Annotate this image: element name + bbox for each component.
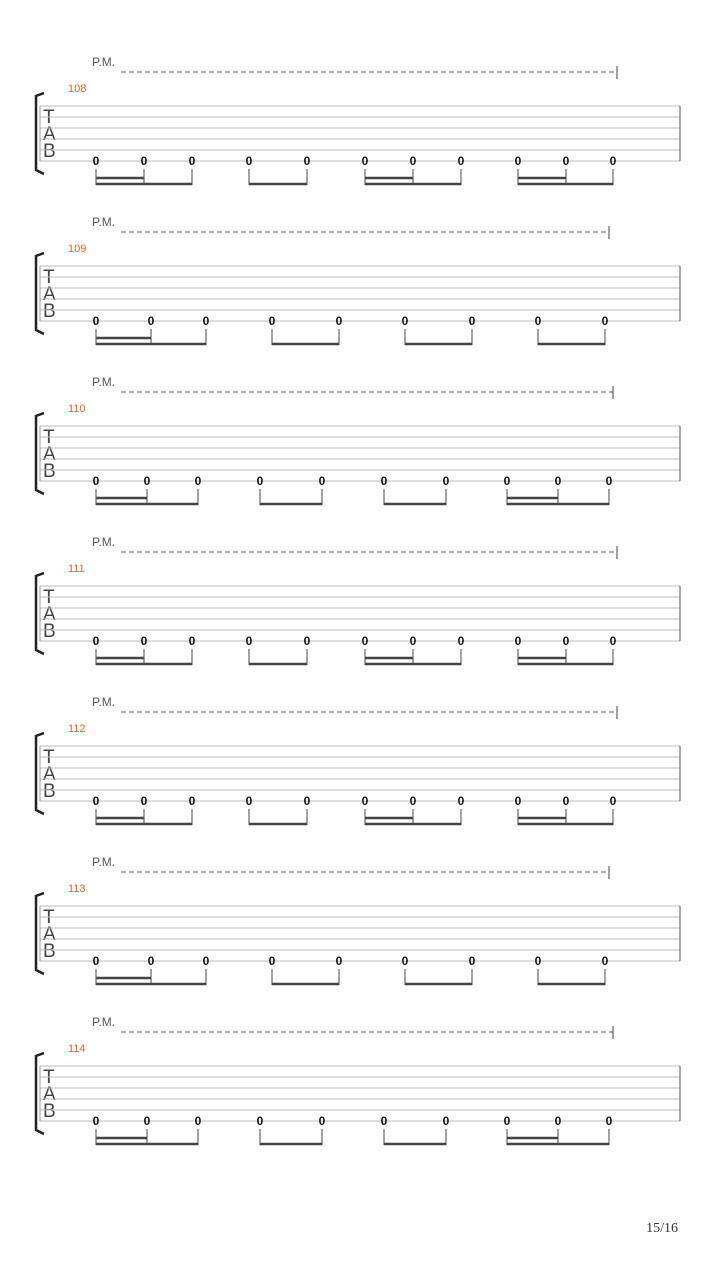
fret-number: 0 [143,474,151,488]
fret-number: 0 [401,314,409,328]
measure-number: 114 [68,1043,86,1055]
palm-mute-label: P.M. [92,55,116,69]
fret-number: 0 [503,474,511,488]
fret-number: 0 [268,954,276,968]
fret-number: 0 [605,474,613,488]
tab-clef-letter: T [43,427,55,448]
fret-number: 0 [268,314,276,328]
tab-clef-letter: T [43,107,55,128]
palm-mute-label: P.M. [92,375,116,389]
fret-number: 0 [256,474,264,488]
fret-number: 0 [468,314,476,328]
fret-number: 0 [534,314,542,328]
page-number: 15/16 [646,1221,678,1236]
palm-mute-label: P.M. [92,1015,116,1029]
fret-number: 0 [303,154,311,168]
fret-number: 0 [92,954,100,968]
fret-number: 0 [562,154,570,168]
tab-clef-letter: T [43,747,55,768]
fret-number: 0 [194,474,202,488]
fret-number: 0 [202,954,210,968]
tab-clef-letter: B [43,301,56,322]
palm-mute-label: P.M. [92,535,116,549]
tab-clef-letter: A [43,924,56,945]
tab-clef-letter: T [43,907,55,928]
fret-number: 0 [140,794,148,808]
fret-number: 0 [92,1114,100,1128]
fret-number: 0 [562,794,570,808]
fret-number: 0 [503,1114,511,1128]
fret-number: 0 [256,1114,264,1128]
fret-number: 0 [303,794,311,808]
tab-clef-letter: B [43,461,56,482]
fret-number: 0 [188,634,196,648]
fret-number: 0 [140,154,148,168]
fret-number: 0 [245,154,253,168]
tab-clef-letter: A [43,764,56,785]
fret-number: 0 [468,954,476,968]
tab-clef-letter: B [43,141,56,162]
fret-number: 0 [92,794,100,808]
fret-number: 0 [194,1114,202,1128]
palm-mute-label: P.M. [92,855,116,869]
fret-number: 0 [514,794,522,808]
measure-number: 109 [68,243,87,255]
fret-number: 0 [318,1114,326,1128]
tab-clef-letter: A [43,604,56,625]
fret-number: 0 [409,794,417,808]
fret-number: 0 [534,954,542,968]
fret-number: 0 [609,634,617,648]
fret-number: 0 [335,954,343,968]
tab-clef-letter: B [43,621,56,642]
tab-clef-letter: B [43,1101,56,1122]
tab-clef-letter: B [43,941,56,962]
tab-clef-letter: A [43,124,56,145]
fret-number: 0 [409,634,417,648]
measure-number: 108 [68,83,87,95]
tab-clef-letter: A [43,284,56,305]
fret-number: 0 [562,634,570,648]
fret-number: 0 [361,154,369,168]
fret-number: 0 [409,154,417,168]
fret-number: 0 [147,954,155,968]
fret-number: 0 [457,794,465,808]
fret-number: 0 [188,794,196,808]
fret-number: 0 [92,154,100,168]
fret-number: 0 [92,634,100,648]
fret-number: 0 [361,794,369,808]
tab-clef-letter: T [43,267,55,288]
fret-number: 0 [92,474,100,488]
palm-mute-label: P.M. [92,695,116,709]
fret-number: 0 [609,154,617,168]
fret-number: 0 [245,634,253,648]
measure-number: 112 [68,723,86,735]
fret-number: 0 [361,634,369,648]
measure-number: 110 [68,403,86,415]
fret-number: 0 [188,154,196,168]
measure-number: 113 [68,883,86,895]
tab-clef-letter: A [43,444,56,465]
fret-number: 0 [318,474,326,488]
tab-clef-letter: T [43,1067,55,1088]
fret-number: 0 [514,634,522,648]
tab-clef-letter: T [43,587,55,608]
fret-number: 0 [605,1114,613,1128]
fret-number: 0 [140,634,148,648]
fret-number: 0 [147,314,155,328]
palm-mute-label: P.M. [92,215,116,229]
fret-number: 0 [442,1114,450,1128]
fret-number: 0 [514,154,522,168]
fret-number: 0 [303,634,311,648]
fret-number: 0 [401,954,409,968]
fret-number: 0 [601,954,609,968]
fret-number: 0 [457,634,465,648]
fret-number: 0 [380,474,388,488]
fret-number: 0 [380,1114,388,1128]
fret-number: 0 [442,474,450,488]
fret-number: 0 [245,794,253,808]
fret-number: 0 [457,154,465,168]
measure-number: 111 [68,563,85,575]
fret-number: 0 [554,1114,562,1128]
fret-number: 0 [143,1114,151,1128]
fret-number: 0 [554,474,562,488]
fret-number: 0 [92,314,100,328]
fret-number: 0 [609,794,617,808]
tab-clef-letter: B [43,781,56,802]
fret-number: 0 [202,314,210,328]
tab-clef-letter: A [43,1084,56,1105]
fret-number: 0 [601,314,609,328]
fret-number: 0 [335,314,343,328]
